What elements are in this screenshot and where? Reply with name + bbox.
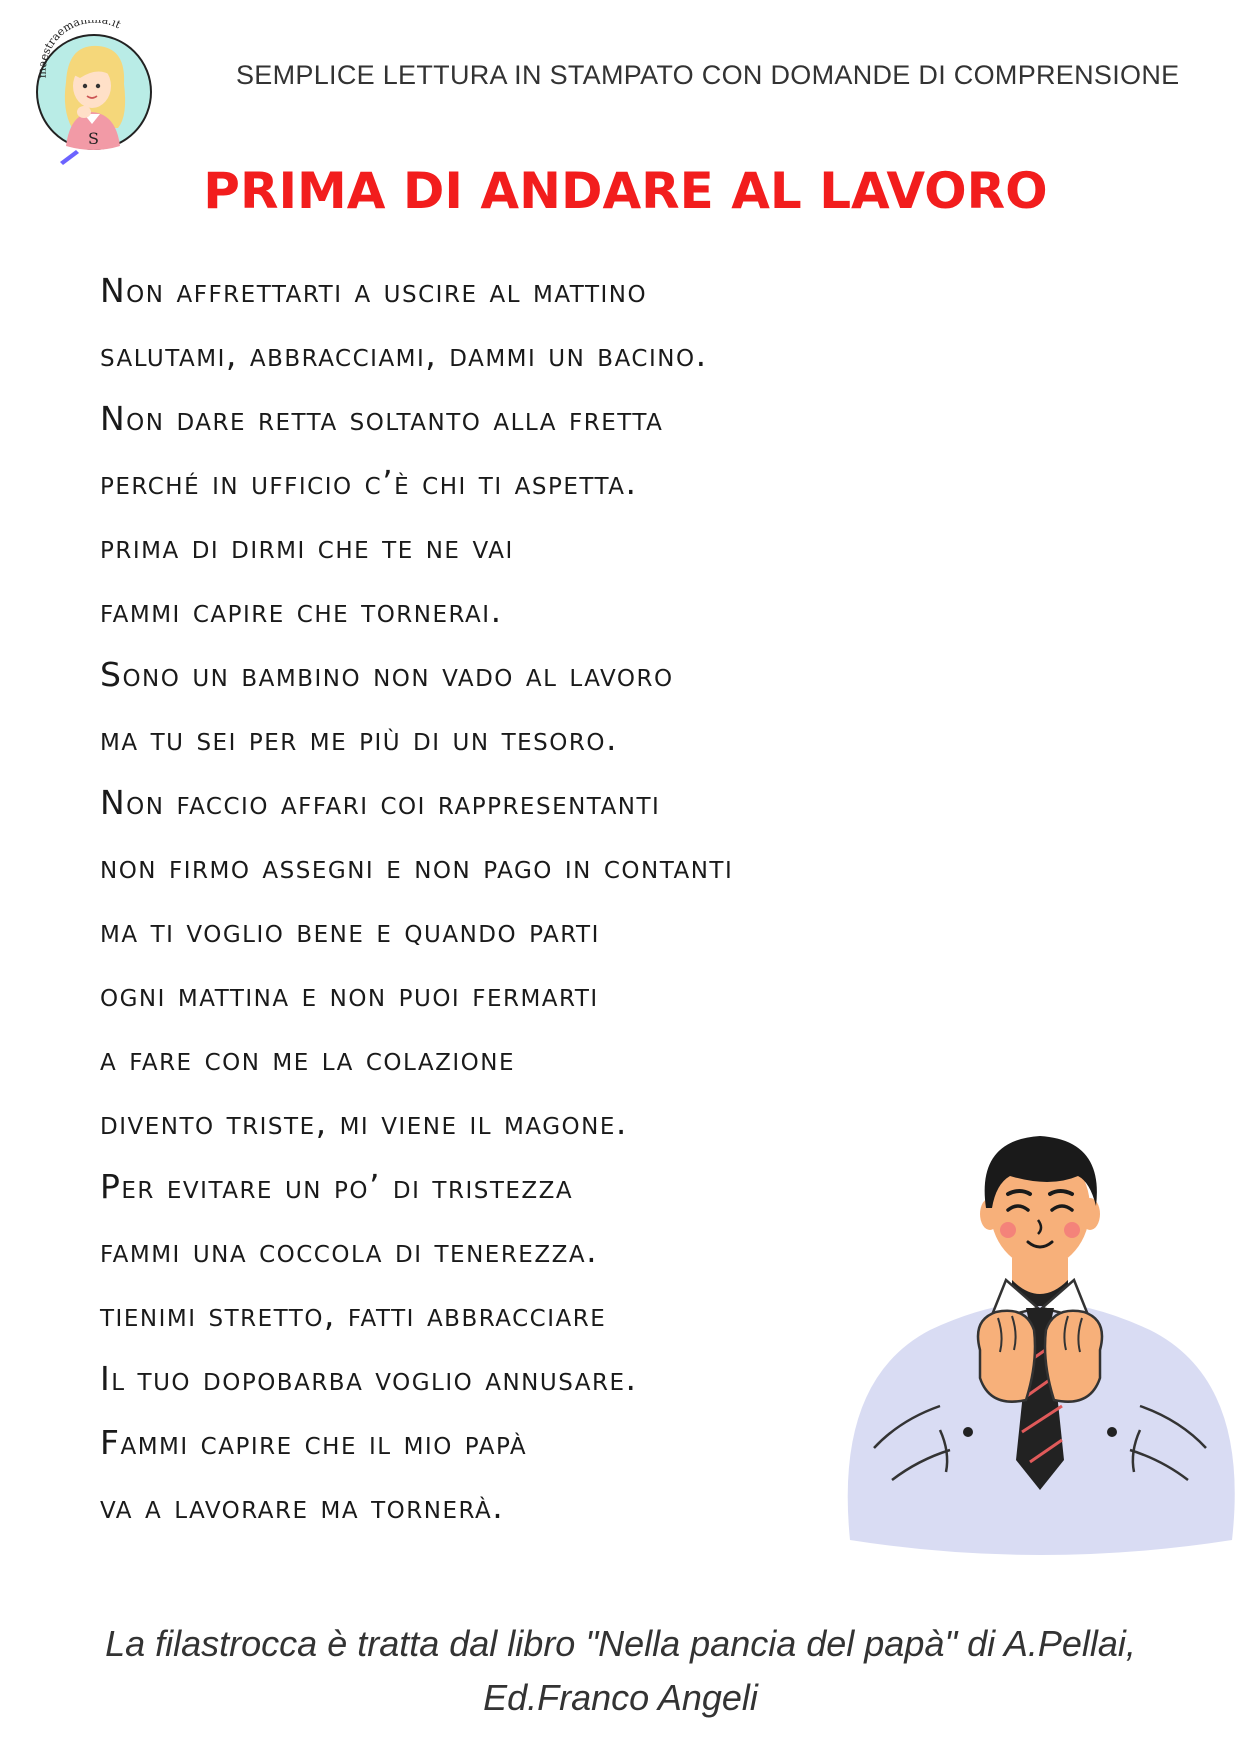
site-logo (32, 20, 154, 170)
poem-line: Il tuo dopobarba voglio annusare. (100, 1359, 638, 1398)
poem-text (100, 268, 733, 1548)
poem-line: prima di dirmi che te ne vai (100, 527, 514, 566)
poem-line: fammi capire che tornerai. (100, 591, 503, 630)
poem-line: ma ti voglio bene e quando parti (100, 911, 600, 950)
source-credit (0, 1617, 1241, 1725)
poem-line: fammi una coccola di tenerezza. (100, 1231, 599, 1270)
page-subtitle: SEMPLICE LETTURA IN STAMPATO CON DOMANDE DI COMPRENSIONE (236, 60, 1180, 90)
man-tie-illustration (840, 1130, 1240, 1560)
poem-line: tienimi stretto, fatti abbracciare (100, 1295, 607, 1334)
poem-line: Fammi capire che il mio papà (100, 1423, 528, 1462)
poem-line: Sono un bambino non vado al lavoro (100, 655, 674, 694)
poem-line: va a lavorare ma tornerà. (100, 1487, 505, 1526)
poem-line: salutami, abbracciami, dammi un bacino. (100, 335, 708, 374)
poem-line: non firmo assegni e non pago in contanti (100, 847, 734, 886)
poem-line: Per evitare un po’ di tristezza (100, 1167, 574, 1206)
logo-letter: S (88, 129, 99, 148)
poem-line: ogni mattina e non puoi fermarti (100, 975, 599, 1014)
credit-line: La filastrocca è tratta dal libro "Nella pancia del papà" di A.Pellai, (105, 1623, 1136, 1664)
logo-text: maestraemam a.it (35, 20, 123, 79)
credit-line: Ed.Franco Angeli (483, 1677, 758, 1718)
poem-line: divento triste, mi viene il magone. (100, 1103, 628, 1142)
poem-line: Non affrettarti a uscire al mattino (100, 271, 648, 310)
page-title: PRIMA DI ANDARE AL LAVORO (203, 162, 1048, 220)
poem-line: ma tu sei per me più di un tesoro. (100, 719, 618, 758)
poem-line: Non dare retta soltanto alla fretta (100, 399, 664, 438)
poem-line: a fare con me la colazione (100, 1039, 515, 1078)
poem-line: Non faccio affari coi rappresentanti (100, 783, 661, 822)
poem-line: perché in ufficio c’è chi ti aspetta. (100, 463, 638, 502)
